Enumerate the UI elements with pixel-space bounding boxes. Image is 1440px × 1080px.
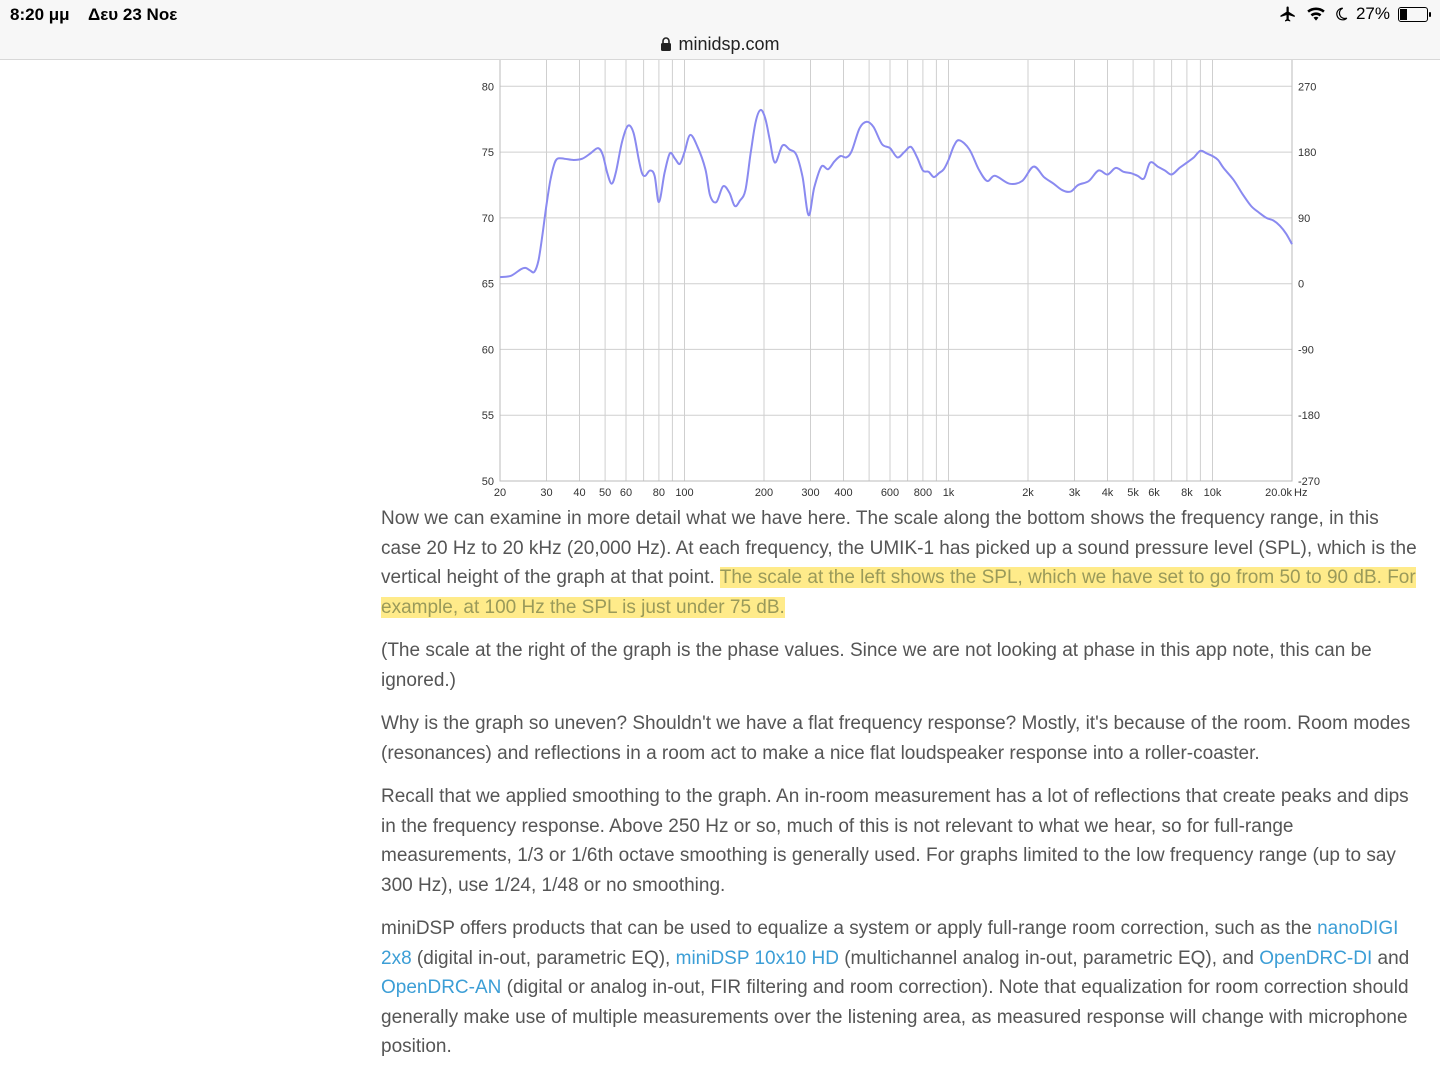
x-tick-label: 20.0k: [1265, 487, 1292, 499]
p5-text-4: and: [1372, 947, 1410, 969]
right-tick-label: 90: [1298, 212, 1311, 225]
right-tick-label: 180: [1298, 147, 1317, 160]
x-tick-label: 8k: [1181, 487, 1193, 499]
x-tick-label: 40: [573, 487, 586, 499]
right-tick-label: -270: [1298, 476, 1321, 488]
spl-series-line: [500, 110, 1292, 277]
lock-icon: [660, 37, 672, 52]
battery-percent: 27%: [1355, 4, 1390, 23]
battery-icon: [1398, 7, 1428, 22]
plot-frame: [500, 60, 1292, 481]
link-opendrc-an[interactable]: OpenDRC-AN: [381, 977, 502, 998]
highlighted-text: The scale at the left shows the SPL, which we have set to go from 50 to 90 dB. For example, at 100 Hz the SPL is just under 75 dB.: [381, 567, 1416, 618]
paragraph-products: [381, 914, 1421, 1062]
status-bar: [0, 0, 1440, 30]
x-tick-label: 50: [598, 487, 612, 499]
x-tick-label: 80: [652, 487, 666, 499]
link-opendrc-di[interactable]: OpenDRC-DI: [1259, 947, 1373, 969]
x-tick-label: 5k: [1127, 487, 1139, 499]
moon-icon: [1334, 6, 1348, 22]
left-tick-label: 55: [481, 410, 494, 423]
left-tick-label: 65: [481, 278, 494, 291]
x-tick-label: 1k: [942, 487, 955, 499]
x-tick-label: 200: [754, 487, 774, 499]
x-tick-label: 100: [675, 487, 694, 499]
left-axis-ticks: [482, 81, 494, 488]
paragraph-uneven-graph: Why is the graph so uneven? Shouldn't we have a flat frequency response? Mostly, it's because of the room. Room modes (resonances) and reflections in a room act to make a nice flat loudspeaker response into a roller-coaster.: [381, 713, 1411, 764]
status-time: 8:20 μμ: [10, 5, 70, 24]
x-axis-ticks: [494, 487, 1293, 499]
vertical-gridlines: [500, 60, 1292, 481]
x-tick-label: 4k: [1101, 487, 1114, 499]
x-tick-label: 20: [493, 487, 507, 499]
battery-level: [1400, 9, 1407, 20]
p5-text-3: (multichannel analog in-out, parametric EQ), and: [838, 947, 1260, 969]
link-nanodigi[interactable]: nanoDIGI 2x8: [381, 918, 1399, 969]
airplane-icon: [1278, 5, 1298, 23]
x-tick-label: 10k: [1203, 487, 1222, 499]
left-tick-label: 80: [481, 81, 494, 94]
paragraph-smoothing: Recall that we applied smoothing to the graph. An in-room measurement has a lot of reflections that create peaks and dips in the frequency response. Above 250 Hz or so, much of this is not relevant to what we hear, so for full-range measurements, 1/3 or 1/6th octave smoothing is generally used. For graphs limited to the low frequency range (up to say 300 Hz), use 1/24, 1/48 or no smoothing.: [381, 786, 1409, 896]
article-body: [381, 504, 1421, 1076]
x-tick-label: 2k: [1022, 487, 1034, 499]
status-icons: [1278, 4, 1428, 24]
right-tick-label: -180: [1298, 410, 1321, 423]
right-tick-label: 0: [1298, 278, 1305, 291]
link-minidsp-10x10[interactable]: miniDSP 10x10 HD: [675, 947, 839, 969]
address-bar[interactable]: [0, 30, 1440, 60]
x-axis-unit-label: Hz: [1294, 487, 1308, 499]
p5-text-5: (digital or analog in-out, FIR filtering and room correction). Note that equalization for room correction should generally make use of multiple measurements over the listening area, as measured response will change with microphone position.: [381, 977, 1409, 1057]
x-tick-label: 30: [540, 487, 553, 499]
left-tick-label: 60: [481, 344, 494, 357]
url-text: minidsp.com: [678, 34, 780, 54]
frequency-response-chart: [460, 60, 1340, 502]
right-tick-label: 270: [1298, 81, 1317, 94]
p5-text-2: (digital in-out, parametric EQ),: [411, 947, 676, 969]
wifi-icon: [1306, 6, 1326, 22]
p1-text: Now we can examine in more detail what we have here. The scale along the bottom shows the frequency range, in this case 20 Hz to 20 kHz (20,000 Hz). At each frequency, the UMIK-1 has picked up a sound pressure level (SPL), which is the vertical height of the graph at that point.: [381, 508, 1417, 588]
x-tick-label: 800: [913, 487, 933, 499]
x-tick-label: 400: [834, 487, 853, 499]
status-date: Δευ 23 Νοε: [88, 5, 178, 24]
x-tick-label: 600: [880, 487, 900, 499]
paragraph-scale-explanation: [381, 504, 1421, 622]
right-axis-ticks: [1298, 81, 1320, 488]
left-tick-label: 70: [481, 212, 494, 225]
x-tick-label: 300: [801, 487, 820, 499]
right-tick-label: -90: [1298, 344, 1314, 357]
paragraph-phase-note: (The scale at the right of the graph is the phase values. Since we are not looking at phase in this app note, this can be ignored.): [381, 640, 1372, 691]
left-tick-label: 75: [481, 147, 494, 160]
x-tick-label: 6k: [1148, 487, 1160, 499]
x-tick-label: 3k: [1068, 487, 1081, 499]
left-tick-label: 50: [481, 476, 494, 488]
x-tick-label: 60: [619, 487, 633, 499]
horizontal-gridlines: [500, 86, 1292, 481]
p5-text-1: miniDSP offers products that can be used to equalize a system or apply full-range room correction, such as the: [381, 918, 1318, 939]
